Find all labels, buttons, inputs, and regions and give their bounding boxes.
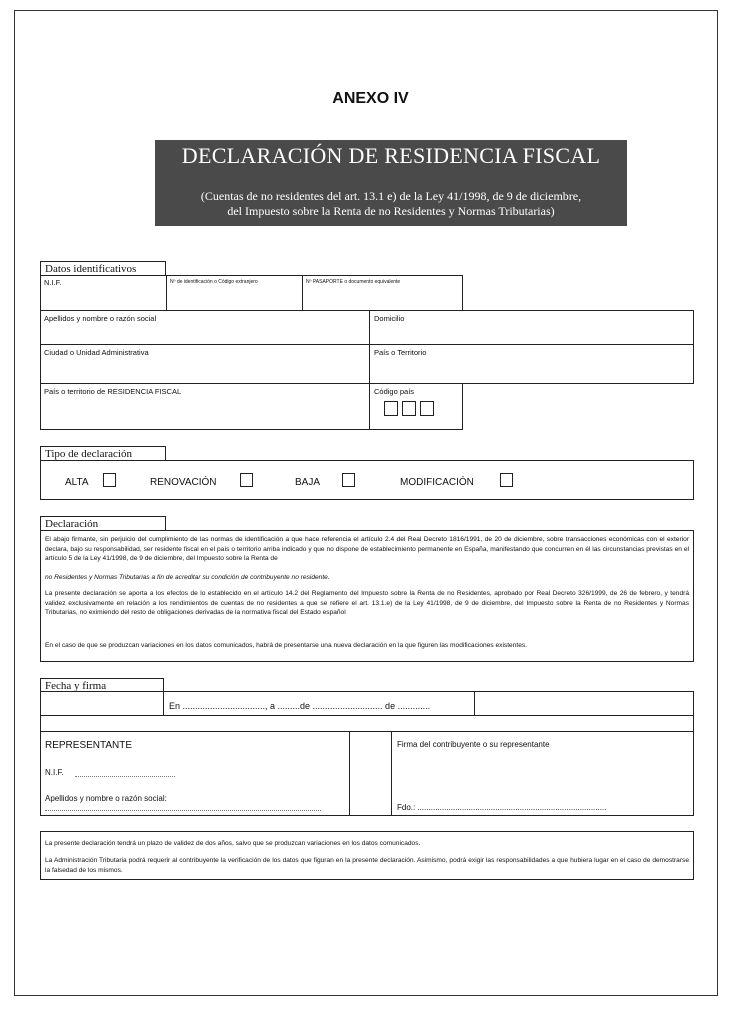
country-field[interactable] xyxy=(369,344,694,384)
representante-name-label: Apellidos y nombre o razón social: xyxy=(45,794,167,803)
country-code-box-3[interactable] xyxy=(420,401,434,416)
country-code-box-2[interactable] xyxy=(402,401,416,416)
representante-middle-cell xyxy=(349,731,392,816)
residence-country-label: País o territorio de RESIDENCIA FISCAL xyxy=(44,387,182,396)
option-renovacion-checkbox[interactable] xyxy=(240,473,253,487)
id-number-label: Nº de identificación o Código extranjero xyxy=(170,279,258,285)
declaracion-box xyxy=(40,530,694,662)
signature-line[interactable]: Fdo.: ..................................................................................... xyxy=(397,803,607,812)
passport-field[interactable] xyxy=(302,275,463,311)
option-modificacion-checkbox[interactable] xyxy=(500,473,513,487)
declaracion-paragraph-1: El abajo firmante, sin perjuicio del cumplimiento de las normas de identificación a que hace referencia el artículo 2.4 del Real Decreto 1816/1991, de 20 de diciembre, sobre transacciones económicas con el exterior declara, bajo su responsabilidad, ser residente fiscal en el país o territorio arriba indicado y que no dispone de establecimiento permanente en España, manifestando que concurren en él las circunstancias previstas en el artículo 5 de la Ley 41/1998, de 9 de diciembre, del Impuesto sobre la Renta de xyxy=(45,536,689,562)
option-alta-label: ALTA xyxy=(65,477,89,488)
title-band xyxy=(155,140,627,226)
nif-label: N.I.F. xyxy=(44,278,62,287)
country-code-label: Código país xyxy=(374,387,415,396)
country-label: País o Territorio xyxy=(374,348,427,357)
representante-box xyxy=(40,731,350,816)
option-baja-label: BAJA xyxy=(295,477,321,488)
option-baja-checkbox[interactable] xyxy=(342,473,355,487)
declaracion-paragraph-2: La presente declaración se aporta a los efectos de lo establecido en el artículo 14.2 del Reglamento del Impuesto sobre la Renta de no Residentes, aprobado por Real Decreto 326/1999, de 26 de febrero, y tendrá validez exclusivamente en relación a los rendimientos de cuentas de no residentes a que se refiere el art. 13.1.e) de la Ley 41/1998, de 9 de diciembre, del Impuesto sobre la Renta de no Residentes y Normas Tributarias, no eximiendo del resto de obligaciones derivadas de la normativa fiscal del Estado español xyxy=(45,590,689,616)
representante-name-line[interactable] xyxy=(45,810,321,811)
fecha-left-cell xyxy=(40,691,164,716)
section-fecha-tab: Fecha y firma xyxy=(40,678,164,693)
domicile-field[interactable] xyxy=(369,310,694,345)
footer-verification-note: La Administración Tributaria podrá requerir al contribuyente la verificación de los datos que figuran en la presente declaración. Asimismo, podrá exigir las responsabilidades a que hubiera lugar en el caso de demostrarse la falsedad de los mismos. xyxy=(45,857,689,874)
declaracion-paragraph-1-italic: no Residentes y Normas Tributarias a fin de acreditar su condición de contribuyente no residente. xyxy=(45,574,330,581)
form-title: DECLARACIÓN DE RESIDENCIA FISCAL xyxy=(181,143,601,168)
place-date-line: En ................................., a .........de ............................ de ............. xyxy=(169,701,431,711)
city-label: Ciudad o Unidad Administrativa xyxy=(44,348,149,357)
declaracion-paragraph-3: En el caso de que se produzcan variaciones en los datos comunicados, habrá de presentarse una nueva declaración en la que figuren las modificaciones existentes. xyxy=(45,642,528,649)
representante-title: REPRESENTANTE xyxy=(45,740,133,751)
name-field[interactable] xyxy=(40,310,370,345)
representante-nif-label: N.I.F. xyxy=(45,768,64,777)
representante-nif-line[interactable] xyxy=(75,776,175,777)
footer-notes-box xyxy=(40,831,694,880)
section-declaracion-tab: Declaración xyxy=(40,516,166,531)
form-subtitle-1: (Cuentas de no residentes del art. 13.1 e) de la Ley 41/1998, de 9 de diciembre, xyxy=(200,189,582,203)
city-field[interactable] xyxy=(40,344,370,384)
fecha-right-cell xyxy=(474,691,694,716)
nif-field[interactable] xyxy=(40,275,167,311)
country-code-box-1[interactable] xyxy=(384,401,398,416)
passport-label: Nº PASAPORTE o documento equivalente xyxy=(306,279,401,285)
signature-label: Firma del contribuyente o su representante xyxy=(397,740,550,749)
country-code-field xyxy=(369,383,463,430)
footer-validity-note: La presente declaración tendrá un plazo de validez de dos años, salvo que se produzcan variaciones en los datos comunicados. xyxy=(45,840,421,847)
option-modificacion-label: MODIFICACIÓN xyxy=(400,477,474,488)
residence-country-field[interactable] xyxy=(40,383,370,430)
place-date-field[interactable] xyxy=(163,691,475,716)
fecha-spacer-row xyxy=(40,715,694,732)
option-alta-checkbox[interactable] xyxy=(103,473,116,487)
name-label: Apellidos y nombre o razón social xyxy=(44,314,157,323)
tipo-box xyxy=(40,460,694,500)
option-renovacion-label: RENOVACIÓN xyxy=(150,477,217,488)
section-datos-tab: Datos identificativos xyxy=(40,261,166,276)
form-subtitle-2: del Impuesto sobre la Renta de no Residentes y Normas Tributarias) xyxy=(227,204,555,218)
section-tipo-tab: Tipo de declaración xyxy=(40,446,166,461)
id-number-field[interactable] xyxy=(166,275,303,311)
annex-label: ANEXO IV xyxy=(332,90,409,107)
signature-box xyxy=(391,731,694,816)
domicile-label: Domicilio xyxy=(374,314,405,323)
